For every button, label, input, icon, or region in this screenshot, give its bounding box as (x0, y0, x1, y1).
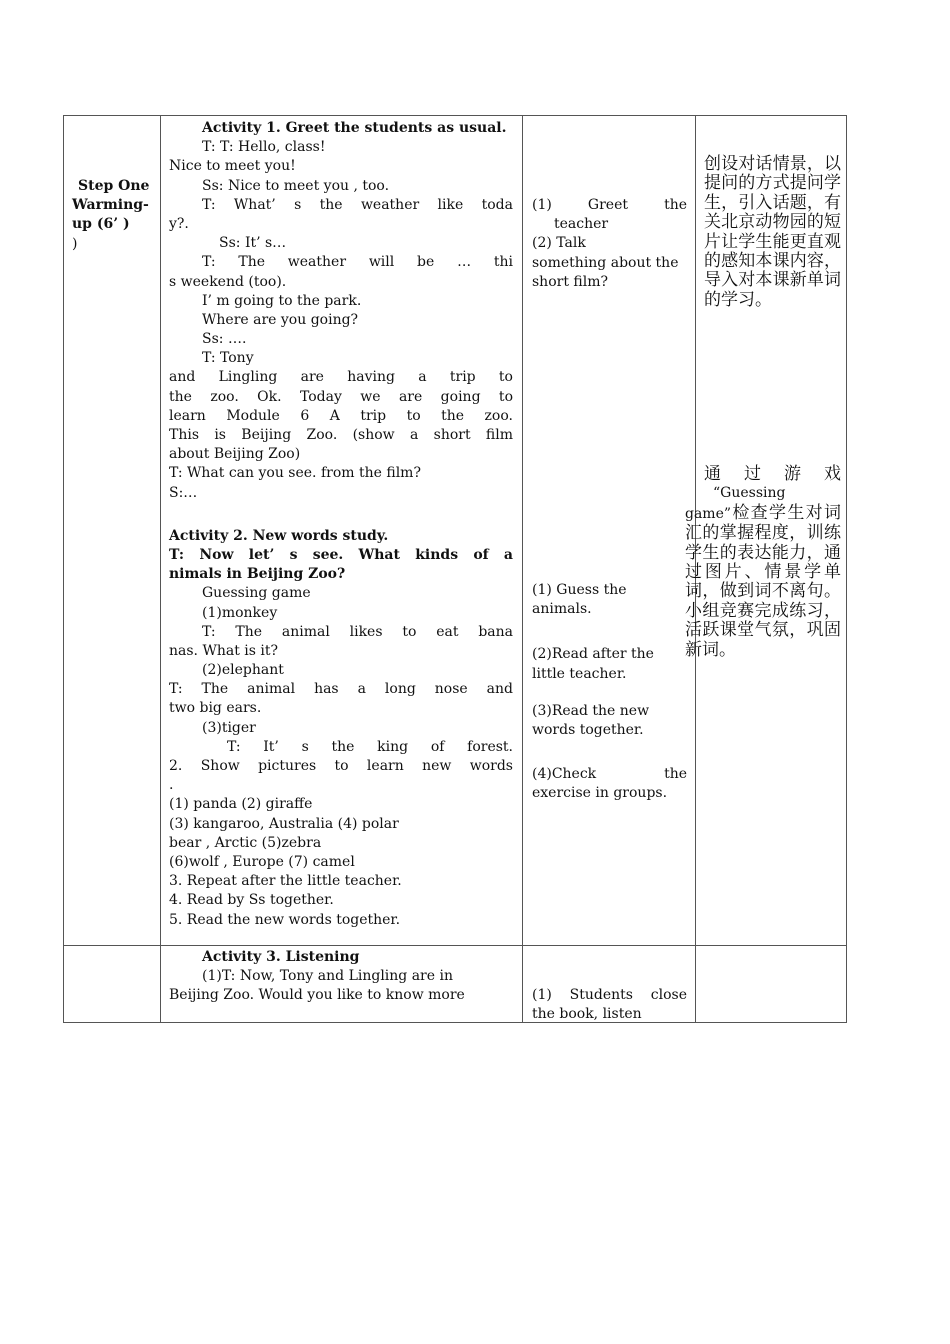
activity2-line: (2)elephant (202, 662, 284, 679)
activity3-line: (1)T: Now, Tony and Lingling are in (202, 968, 453, 985)
dialogue-line: Ss: …. (202, 331, 247, 348)
dialogue-line: and Lingling are having a trip to (169, 369, 513, 386)
student-activity-line: little teacher. (532, 665, 627, 682)
purpose-1: 创设对话情景，以提问的方式提问学生，引入话题，有关北京动物园的短片让学生能更直观的感知本课内容，导入对本课新单词的学习。 (704, 154, 841, 310)
column-divider (160, 116, 161, 1022)
dialogue-line: Where are you going? (202, 311, 359, 328)
activity2-line: Guessing game (202, 585, 311, 602)
purpose-2-quote: “Guessing (713, 485, 786, 502)
student-activity-line: teacher (554, 216, 609, 233)
row-divider (64, 945, 846, 946)
dialogue-line: This is Beijing Zoo. (show a short film (169, 427, 513, 443)
activity2-line: (1) panda (2) giraffe (169, 796, 313, 813)
step-line: up (6’ ) (72, 216, 130, 233)
dialogue-line: T: T: Hello, class! (202, 139, 326, 156)
activity3 (169, 948, 513, 1006)
teacher-activities (169, 119, 513, 930)
activity2-line: 2. Show pictures to learn new words (169, 758, 513, 774)
purpose-2-head: 通 过 游 戏 (704, 464, 841, 484)
dialogue-line: learn Module 6 A trip to the zoo. (169, 407, 513, 424)
dialogue-line: y?. (169, 215, 189, 232)
activity2-line: 5. Read the new words together. (169, 911, 401, 928)
student-activity-line: animals. (532, 601, 592, 618)
dialogue-line: S:… (169, 484, 198, 501)
activity2-line: T: The animal has a long nose and (169, 681, 513, 698)
activity2-line: (1)monkey (202, 604, 278, 621)
student-activity-line: (2) Talk (532, 235, 586, 252)
dialogue-line: I’ m going to the park. (202, 292, 362, 309)
activity3-line: Beijing Zoo. Would you like to know more (169, 987, 465, 1004)
student-activity-line: (2)Read after the (532, 646, 654, 663)
student-activity-line: something about the (532, 254, 679, 271)
step-line: ) (72, 235, 78, 252)
student-activities-3 (532, 986, 687, 1024)
column-divider (522, 116, 523, 1022)
dialogue-line: T: The weather will be … thi (202, 254, 513, 271)
activity2-question: nimals in Beijing Zoo? (169, 566, 346, 583)
activity2-line: 4. Read by Ss together. (169, 892, 334, 909)
activity2-line: two big ears. (169, 700, 262, 717)
student-activity-line: exercise in groups. (532, 785, 668, 802)
student-activity-line: (1) Greet the (532, 197, 687, 213)
activity2-line: . (169, 777, 174, 794)
dialogue-line: Ss: It’ s… (219, 235, 287, 252)
purpose-2 (685, 464, 841, 660)
lesson-plan-table (63, 115, 847, 1023)
dialogue-line: Ss: Nice to meet you , too. (202, 177, 390, 194)
student-activities-2 (532, 581, 687, 804)
student-activities-1 (532, 196, 687, 292)
purpose-2-game: game” (685, 505, 732, 522)
activity2-line: bear , Arctic (5)zebra (169, 834, 322, 851)
student-activity-line: (3)Read the new (532, 702, 650, 719)
student-activity-line: the book, listen (532, 1006, 642, 1023)
student-activity-line: words together. (532, 721, 644, 738)
student-activity-line: (1) Guess the (532, 582, 627, 598)
activity2-line: (3)tiger (202, 719, 256, 736)
activity2-question: T: Now let’ s see. What kinds of a (169, 546, 513, 563)
activity2-line: nas. What is it? (169, 642, 278, 659)
dialogue-line: the zoo. Ok. Today we are going to (169, 388, 513, 405)
purpose-2-rest: 检查学生对词汇的掌握程度，训练学生的表达能力，通过图片、情景学单词，做到词不离句。小组竞赛完成练习，活跃课堂气氛，巩固新词。 (685, 502, 841, 660)
dialogue-line: T: What’ s the weather like toda (202, 196, 513, 213)
dialogue-line: Nice to meet you! (169, 158, 296, 175)
activity2-line: (6)wolf , Europe (7) camel (169, 853, 355, 870)
activity2-line: (3) kangaroo, Australia (4) polar (169, 815, 399, 832)
dialogue-line: s weekend (too). (169, 273, 287, 290)
step-line: Warming- (72, 197, 149, 214)
student-activity-line: (4)Check the (532, 766, 687, 783)
step-line: Step One (78, 178, 150, 194)
activity2-line: T: The animal likes to eat bana (202, 623, 513, 640)
dialogue-line: T: What can you see. from the film? (169, 465, 421, 482)
student-activity-line: (1) Students close (532, 987, 687, 1003)
activity1-title: Activity 1. Greet the students as usual. (202, 120, 507, 136)
dialogue-line: about Beijing Zoo) (169, 446, 301, 463)
activity3-title: Activity 3. Listening (202, 949, 360, 965)
student-activity-line: short film? (532, 273, 608, 290)
step-label (72, 177, 158, 254)
dialogue-line: T: Tony (202, 350, 254, 367)
activity2-line: T: It’ s the king of forest. (227, 738, 513, 755)
activity2-title: Activity 2. New words study. (169, 527, 389, 544)
activity2-line: 3. Repeat after the little teacher. (169, 873, 402, 890)
